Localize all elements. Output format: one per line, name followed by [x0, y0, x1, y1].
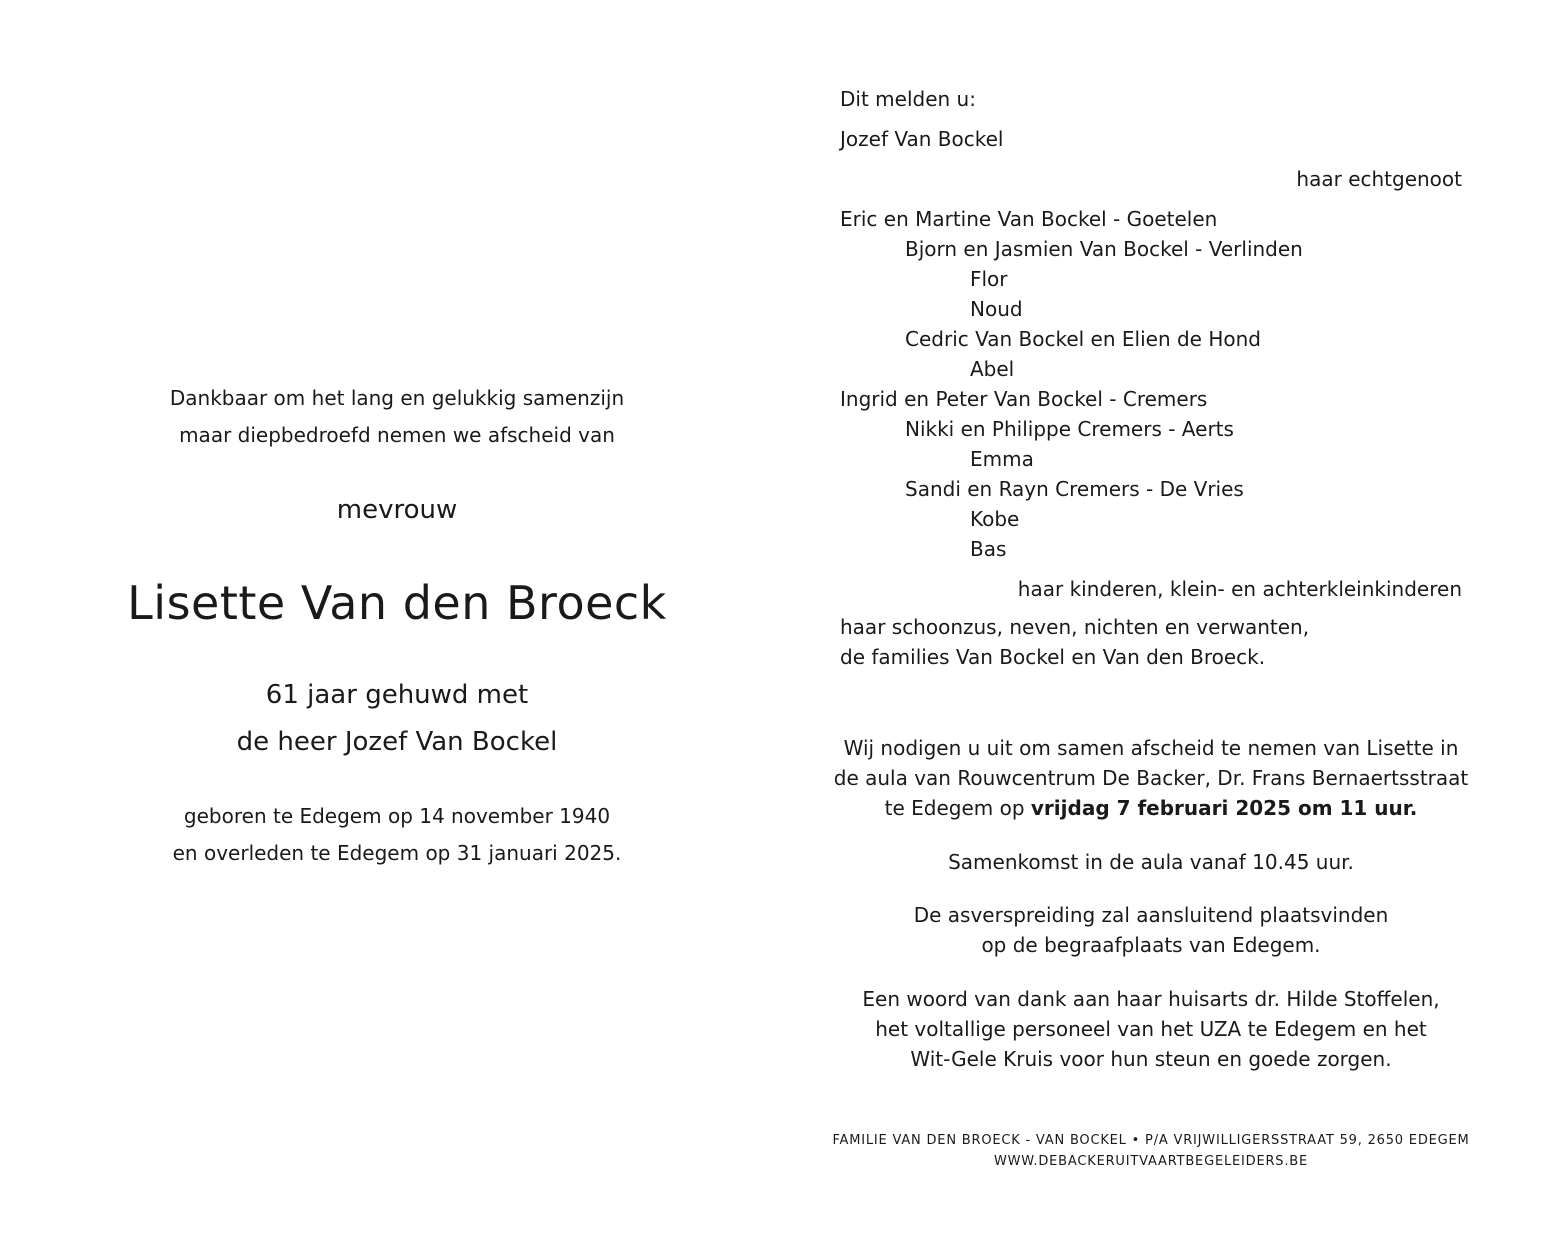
scattering-line-2: op de begraafplaats van Edegem.: [981, 933, 1321, 957]
footer-website: WWW.DEBACKERUITVAARTBEGELEIDERS.BE: [993, 1154, 1309, 1169]
title-word: mevrouw: [336, 495, 458, 525]
gathering-text: Samenkomst in de aula vanaf 10.45 uur.: [948, 850, 1354, 874]
death-line: en overleden te Edegem op 31 januari 2025.: [172, 841, 622, 865]
birth-line: geboren te Edegem op 14 november 1940: [183, 804, 611, 828]
family-member: Nikki en Philippe Cremers - Aerts: [905, 417, 1234, 441]
ceremony-datetime: vrijdag 7 februari 2025 om 11 uur.: [1030, 796, 1418, 820]
intro-text: [80, 380, 714, 454]
announcement-header: Dit melden u:: [840, 87, 976, 111]
invitation-line-1: Wij nodigen u uit om samen afscheid te nemen van Lisette in: [843, 736, 1459, 760]
scattering-text: [830, 900, 1472, 960]
invitation-line-2: de aula van Rouwcentrum De Backer, Dr. Frans Bernaertsstraat: [833, 766, 1469, 790]
scattering-line-1: De asverspreiding zal aansluitend plaatsvinden: [913, 903, 1389, 927]
family-member: Kobe: [970, 507, 1020, 531]
family-member: Cedric Van Bockel en Elien de Hond: [905, 327, 1261, 351]
intro-line-2: maar diepbedroefd nemen we afscheid van: [179, 423, 615, 447]
footer-address: FAMILIE VAN DEN BROECK - VAN BOCKEL • P/A VRIJWILLIGERSSTRAAT 59, 2650 EDEGEM: [832, 1133, 1470, 1148]
thanks-text: [830, 984, 1472, 1074]
relatives-line-2: de families Van Bockel en Van den Broeck.: [840, 645, 1266, 669]
family-member: Bjorn en Jasmien Van Bockel - Verlinden: [905, 237, 1303, 261]
married-line-2: de heer Jozef Van Bockel: [236, 727, 558, 757]
footer: [830, 1130, 1472, 1172]
family-member: Abel: [970, 357, 1015, 381]
relatives-text: [840, 612, 1462, 672]
thanks-line-1: Een woord van dank aan haar huisarts dr. Hilde Stoffelen,: [862, 987, 1440, 1011]
spouse-name: Jozef Van Bockel: [840, 127, 1004, 151]
relatives-line-1: haar schoonzus, neven, nichten en verwanten,: [840, 615, 1310, 639]
family-role: haar kinderen, klein- en achterkleinkinderen: [1017, 577, 1462, 601]
family-announcement: [840, 84, 1462, 604]
family-member: Bas: [970, 537, 1007, 561]
family-member: Ingrid en Peter Van Bockel - Cremers: [840, 387, 1208, 411]
married-text: [80, 672, 714, 766]
deceased-name: Lisette Van den Broeck: [127, 576, 667, 630]
married-line-1: 61 jaar gehuwd met: [265, 680, 529, 710]
family-member: Sandi en Rayn Cremers - De Vries: [905, 477, 1244, 501]
ceremony-invitation: [830, 733, 1472, 823]
family-member: Flor: [970, 267, 1008, 291]
invitation-line-3-prefix: te Edegem op: [884, 796, 1031, 820]
thanks-line-2: het voltallige personeel van het UZA te Edegem en het: [875, 1017, 1427, 1041]
family-member: Noud: [970, 297, 1023, 321]
family-member: Eric en Martine Van Bockel - Goetelen: [840, 207, 1218, 231]
life-dates: [80, 798, 714, 872]
intro-line-1: Dankbaar om het lang en gelukkig samenzijn: [169, 386, 625, 410]
thanks-line-3: Wit-Gele Kruis voor hun steun en goede zorgen.: [910, 1047, 1392, 1071]
spouse-role: haar echtgenoot: [1296, 167, 1462, 191]
invitation-line-3: [830, 793, 1472, 823]
family-member: Emma: [970, 447, 1034, 471]
